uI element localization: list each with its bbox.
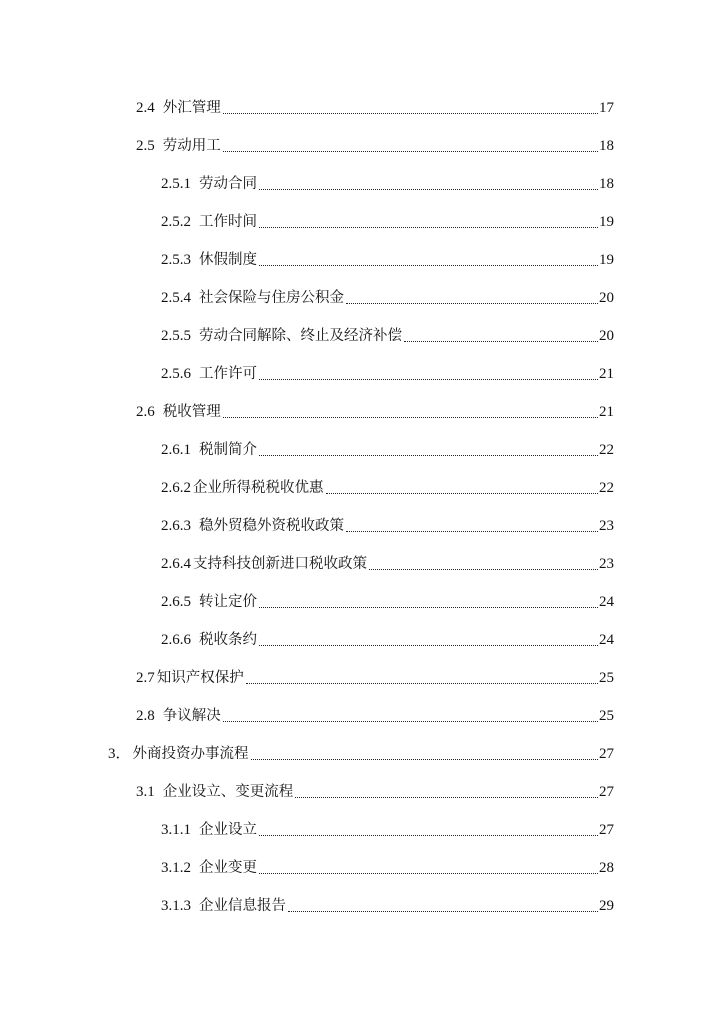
toc-entry-title: 企业设立 (199, 822, 257, 838)
toc-entry-number: 2.8 (136, 708, 155, 724)
toc-entry-page: 18 (599, 176, 614, 192)
toc-entry-page: 20 (599, 328, 614, 344)
toc-entry-number: 2.5.2 (161, 214, 191, 230)
dot-leader (223, 721, 598, 722)
dot-leader (259, 645, 598, 646)
dot-leader (223, 151, 598, 152)
toc-entry-title: 争议解决 (162, 708, 221, 724)
dot-leader (259, 607, 598, 608)
dot-leader (369, 569, 598, 570)
toc-entry-title: 社会保险与住房公积金 (199, 290, 344, 306)
toc-entry-title: 企业所得税税收优惠 (193, 480, 324, 496)
toc-entry-2-6-6[interactable] (161, 626, 614, 650)
toc-entry-page: 23 (599, 518, 614, 534)
toc-entry-2-6-3[interactable] (161, 512, 614, 536)
dot-leader (259, 227, 598, 228)
dot-leader (223, 417, 598, 418)
dot-leader (346, 531, 598, 532)
toc-entry-title: 转让定价 (199, 594, 257, 610)
dot-leader (246, 683, 598, 684)
dot-leader (259, 873, 598, 874)
toc-entry-2-6-2[interactable] (161, 474, 614, 498)
toc-entry-number: 2.6.2 (161, 480, 191, 496)
toc-entry-number: 3.1.1 (161, 822, 191, 838)
toc-entry-number: 2.7 (136, 670, 155, 686)
toc-entry-title: 知识产权保护 (156, 670, 244, 686)
toc-entry-page: 18 (599, 138, 614, 154)
toc-entry-3-1-2[interactable] (161, 854, 614, 878)
toc-entry-title: 企业设立、变更流程 (162, 784, 294, 800)
toc-entry-page: 20 (599, 290, 614, 306)
dot-leader (259, 835, 598, 836)
toc-entry-number: 3.1.3 (161, 898, 191, 914)
toc-entry-title: 劳动用工 (162, 138, 221, 154)
dot-leader (288, 911, 598, 912)
toc-entry-page: 27 (599, 784, 614, 800)
toc-entry-page: 28 (599, 860, 614, 876)
toc-entry-number: 2.6 (136, 404, 155, 420)
toc-entry-page: 17 (599, 100, 614, 116)
toc-entry-number: 2.6.3 (161, 518, 191, 534)
toc-entry-title: 企业变更 (199, 860, 257, 876)
toc-entry-title: 企业信息报告 (199, 898, 286, 914)
toc-entry-2-5-1[interactable] (161, 170, 614, 194)
toc-entry-number: 3.1.2 (161, 860, 191, 876)
toc-entry-page: 23 (599, 556, 614, 572)
dot-leader (259, 189, 598, 190)
toc-entry-title: 休假制度 (199, 252, 257, 268)
toc-entry-title: 税制简介 (199, 442, 257, 458)
toc-entry-number: 2.5 (136, 138, 155, 154)
toc-entry-2-8[interactable] (136, 702, 614, 726)
toc-entry-number: 2.5.6 (161, 366, 191, 382)
toc-entry-2-6-4[interactable] (161, 550, 614, 574)
toc-entry-2-5-5[interactable] (161, 322, 614, 346)
toc-entry-2-5-2[interactable] (161, 208, 614, 232)
toc-entry-number: 2.5.3 (161, 252, 191, 268)
toc-entry-2-5-6[interactable] (161, 360, 614, 384)
dot-leader (259, 455, 598, 456)
dot-leader (295, 797, 598, 798)
toc-entry-page: 22 (599, 480, 614, 496)
toc-entry-title: 税收管理 (162, 404, 221, 420)
toc-entry-number: 2.5.5 (161, 328, 191, 344)
toc-entry-3[interactable] (108, 740, 614, 764)
toc-entry-title: 外汇管理 (162, 100, 221, 116)
toc-entry-2-4[interactable] (136, 94, 614, 118)
toc-entry-2-5-3[interactable] (161, 246, 614, 270)
toc-entry-3-1-3[interactable] (161, 892, 614, 916)
toc-entry-2-5[interactable] (136, 132, 614, 156)
toc-entry-3-1-1[interactable] (161, 816, 614, 840)
toc-entry-page: 19 (599, 214, 614, 230)
toc-entry-number: 2.5.4 (161, 290, 191, 306)
toc-entry-number: 2.6.6 (161, 632, 191, 648)
toc-entry-number: 2.6.4 (161, 556, 191, 572)
toc-entry-page: 29 (599, 898, 614, 914)
toc-entry-title: 稳外贸稳外资税收政策 (199, 518, 344, 534)
toc-entry-page: 25 (599, 708, 614, 724)
toc-entry-3-1[interactable] (136, 778, 614, 802)
toc-entry-page: 22 (599, 442, 614, 458)
toc-entry-page: 27 (599, 746, 614, 762)
toc-entry-number: 2.6.1 (161, 442, 191, 458)
dot-leader (259, 265, 598, 266)
toc-entry-number: 2.5.1 (161, 176, 191, 192)
toc-entry-page: 24 (599, 632, 614, 648)
toc-entry-page: 24 (599, 594, 614, 610)
toc-entry-title: 支持科技创新进口税收政策 (193, 556, 367, 572)
dot-leader (326, 493, 599, 494)
toc-entry-page: 27 (599, 822, 614, 838)
toc-entry-title: 劳动合同解除、终止及经济补偿 (199, 328, 402, 344)
toc-entry-number: 3.1 (136, 784, 155, 800)
toc-entry-title: 外商投资办事流程 (132, 746, 249, 762)
toc-entry-title: 劳动合同 (199, 176, 257, 192)
toc-entry-number: 3． (108, 746, 131, 762)
toc-entry-page: 25 (599, 670, 614, 686)
toc-entry-title: 工作许可 (199, 366, 257, 382)
dot-leader (404, 341, 598, 342)
toc-entry-2-6-1[interactable] (161, 436, 614, 460)
toc-entry-page: 21 (599, 404, 614, 420)
toc-entry-number: 2.6.5 (161, 594, 191, 610)
toc-entry-2-5-4[interactable] (161, 284, 614, 308)
toc-entry-page: 21 (599, 366, 614, 382)
toc-entry-2-6-5[interactable] (161, 588, 614, 612)
toc-entry-title: 税收条约 (199, 632, 257, 648)
dot-leader (346, 303, 598, 304)
toc-entry-number: 2.4 (136, 100, 155, 116)
dot-leader (259, 379, 598, 380)
dot-leader (251, 759, 598, 760)
toc-entry-2-6[interactable] (136, 398, 614, 422)
toc-entry-2-7[interactable] (136, 664, 614, 688)
toc-entry-title: 工作时间 (199, 214, 257, 230)
toc-entry-page: 19 (599, 252, 614, 268)
dot-leader (223, 113, 598, 114)
